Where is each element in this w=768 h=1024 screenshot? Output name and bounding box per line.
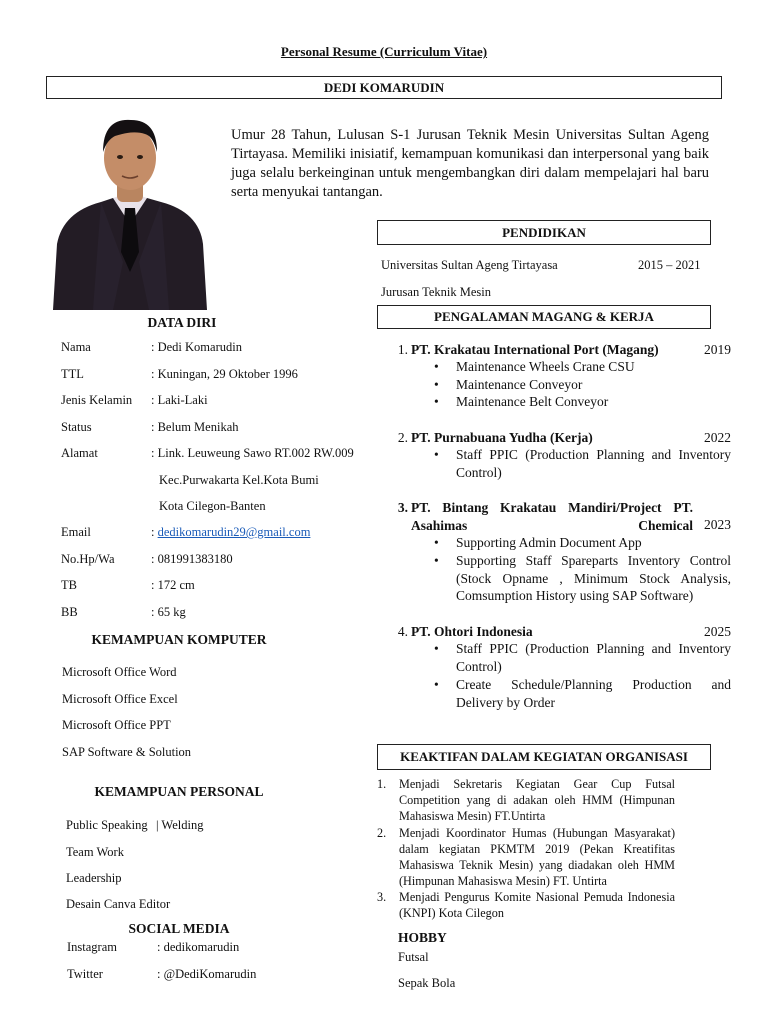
komputer-item: Microsoft Office Excel xyxy=(62,692,178,706)
data-label: TTL xyxy=(61,367,84,381)
alamat-line-2: Kec.Purwakarta Kel.Kota Bumi xyxy=(159,473,319,487)
komputer-item: Microsoft Office Word xyxy=(62,665,177,679)
profile-photo xyxy=(53,112,207,310)
alamat-line-3: Kota Cilegon-Banten xyxy=(159,499,266,513)
data-label: No.Hp/Wa xyxy=(61,552,115,566)
data-label: Status xyxy=(61,420,92,434)
organisasi-text: Menjadi Sekretaris Kegiatan Gear Cup Futsal Competition yang di adakan oleh HMM (Himpunan Mahasiswa Mesin) FT.Untirta xyxy=(399,777,675,823)
hobby-item: Futsal xyxy=(398,950,429,964)
experience-year: 2019 xyxy=(704,342,731,357)
organisasi-number: 1. xyxy=(377,777,387,791)
data-row-alamat xyxy=(61,446,361,462)
organisasi-number: 3. xyxy=(377,890,387,904)
data-label: TB xyxy=(61,578,77,592)
data-row-ttl xyxy=(61,367,361,383)
data-row-jenis-kelamin xyxy=(61,393,361,409)
experience-title: PT. Purnabuana Yudha (Kerja) xyxy=(411,430,593,445)
data-row-phone xyxy=(61,552,361,568)
pendidikan-heading: PENDIDIKAN xyxy=(377,220,711,245)
experience-point: • Maintenance Conveyor xyxy=(434,377,583,392)
experience-title: PT. Bintang Krakatau Mandiri/Project PT. Asahimas Chemical xyxy=(411,500,693,533)
data-value: : 172 cm xyxy=(151,578,195,592)
experience-number: 2. xyxy=(397,430,408,445)
organisasi-text: Menjadi Koordinator Humas (Hubungan Masyarakat) dalam kegiatan PKMTM 2019 (Pekan Kreatifitas Mahasiswa Teknik Mesin) yang diadakan oleh HMM (Himpunan Mahasiswa Mesin) FT. Untirta xyxy=(399,826,675,888)
profile-summary: Umur 28 Tahun, Lulusan S-1 Jurusan Teknik Mesin Universitas Sultan Ageng Tirtayasa. Memiliki inisiatif, kemampuan komunikasi dan interpersonal yang baik juga selalu berkeinginan untuk mengembangkan diri dalam mempelajari hal baru serta menyukai tantangan. xyxy=(231,127,709,200)
experience-point: • Staff PPIC (Production Planning and Inventory Control) xyxy=(434,447,731,480)
hobby-item: Sepak Bola xyxy=(398,976,456,990)
email-prefix: : xyxy=(151,525,158,539)
data-value: : Kuningan, 29 Oktober 1996 xyxy=(151,367,298,381)
point-text: Staff PPIC (Production Planning and Inventory Control) xyxy=(456,641,731,674)
data-value: : Belum Menikah xyxy=(151,420,239,434)
experience-title: PT. Krakatau International Port (Magang) xyxy=(411,342,659,357)
data-row-email xyxy=(61,525,361,541)
personal-item: Leadership xyxy=(66,871,122,885)
experience-number: 4. xyxy=(397,624,408,639)
data-value: : 081991383180 xyxy=(151,552,233,566)
point-text: Create Schedule/Planning Production and Delivery by Order xyxy=(456,677,731,710)
organisasi-item-3 xyxy=(377,889,677,923)
email-link[interactable]: dedikomarudin29@gmail.com xyxy=(157,525,311,539)
personal-item: | Welding xyxy=(156,818,204,832)
document-title: Personal Resume (Curriculum Vitae) xyxy=(280,44,488,59)
point-text: Maintenance Belt Conveyor xyxy=(456,394,609,409)
hobby-heading: HOBBY xyxy=(398,930,447,945)
data-label: Email xyxy=(61,525,91,539)
point-text: Maintenance Conveyor xyxy=(456,377,583,392)
experience-number: 3. xyxy=(397,500,408,515)
point-text: Supporting Admin Document App xyxy=(456,535,642,550)
experience-point: • Supporting Admin Document App xyxy=(434,535,642,550)
name-header: DEDI KOMARUDIN xyxy=(46,76,722,99)
experience-point: • Maintenance Wheels Crane CSU xyxy=(434,359,635,374)
pendidikan-university: Universitas Sultan Ageng Tirtayasa xyxy=(381,258,558,272)
data-diri-heading: DATA DIRI xyxy=(147,315,217,330)
experience-point: • Maintenance Belt Conveyor xyxy=(434,394,609,409)
experience-year: 2022 xyxy=(704,430,731,445)
experience-title: PT. Ohtori Indonesia xyxy=(411,624,533,639)
data-row-bb xyxy=(61,605,361,621)
data-label: Alamat xyxy=(61,446,98,460)
komputer-heading: KEMAMPUAN KOMPUTER xyxy=(91,632,267,647)
personal-item: Public Speaking xyxy=(66,818,148,832)
pengalaman-heading: PENGALAMAN MAGANG & KERJA xyxy=(377,305,711,329)
organisasi-item-2 xyxy=(377,825,677,891)
data-value: : Laki-Laki xyxy=(151,393,208,407)
pendidikan-years: 2015 – 2021 xyxy=(638,258,701,272)
experience-point: • Supporting Staff Spareparts Inventory Control (Stock Opname , Minimum Stock Analysis, Comsumption History using SAP Software) xyxy=(434,553,731,603)
data-value: : Dedi Komarudin xyxy=(151,340,242,354)
organisasi-item-1 xyxy=(377,776,677,826)
organisasi-heading: KEAKTIFAN DALAM KEGIATAN ORGANISASI xyxy=(377,744,711,770)
social-row-instagram xyxy=(67,940,307,956)
experience-item-4 xyxy=(388,623,731,713)
social-label: Twitter xyxy=(67,967,103,981)
experience-item-3 xyxy=(388,499,731,624)
personal-heading: KEMAMPUAN PERSONAL xyxy=(94,784,264,799)
experience-year: 2025 xyxy=(704,624,731,639)
social-row-twitter xyxy=(67,967,307,983)
social-value: : @DediKomarudin xyxy=(157,967,257,981)
pendidikan-major: Jurusan Teknik Mesin xyxy=(381,285,491,299)
social-label: Instagram xyxy=(67,940,117,954)
data-label: Jenis Kelamin xyxy=(61,393,133,407)
data-label: Nama xyxy=(61,340,91,354)
experience-point: • Staff PPIC (Production Planning and Inventory Control) xyxy=(434,641,731,674)
point-text: Maintenance Wheels Crane CSU xyxy=(456,359,635,374)
data-value: : 65 kg xyxy=(151,605,186,619)
data-row-status xyxy=(61,420,361,436)
data-row-nama xyxy=(61,340,361,356)
point-text: Supporting Staff Spareparts Inventory Control (Stock Opname , Minimum Stock Analysis, Comsumption History using SAP Software) xyxy=(456,553,731,603)
organisasi-text: Menjadi Pengurus Komite Nasional Pemuda Indonesia (KNPI) Kota Cilegon xyxy=(399,890,675,920)
experience-item-2 xyxy=(388,429,731,481)
experience-number: 1. xyxy=(397,342,408,357)
data-row-tb xyxy=(61,578,361,594)
point-text: Staff PPIC (Production Planning and Inventory Control) xyxy=(456,447,731,480)
data-value: : Link. Leuweung Sawo RT.002 RW.009 xyxy=(151,446,354,460)
social-heading: SOCIAL MEDIA xyxy=(128,921,230,936)
personal-item: Team Work xyxy=(66,845,124,859)
komputer-item: Microsoft Office PPT xyxy=(62,718,171,732)
experience-item-1 xyxy=(388,341,731,411)
data-value xyxy=(151,525,310,540)
experience-year: 2023 xyxy=(704,517,731,532)
experience-point: • Create Schedule/Planning Production and Delivery by Order xyxy=(434,677,731,710)
komputer-item: SAP Software & Solution xyxy=(62,745,192,759)
personal-item: Desain Canva Editor xyxy=(66,897,171,911)
organisasi-number: 2. xyxy=(377,826,387,840)
social-value: : dedikomarudin xyxy=(157,940,240,954)
data-label: BB xyxy=(61,605,78,619)
